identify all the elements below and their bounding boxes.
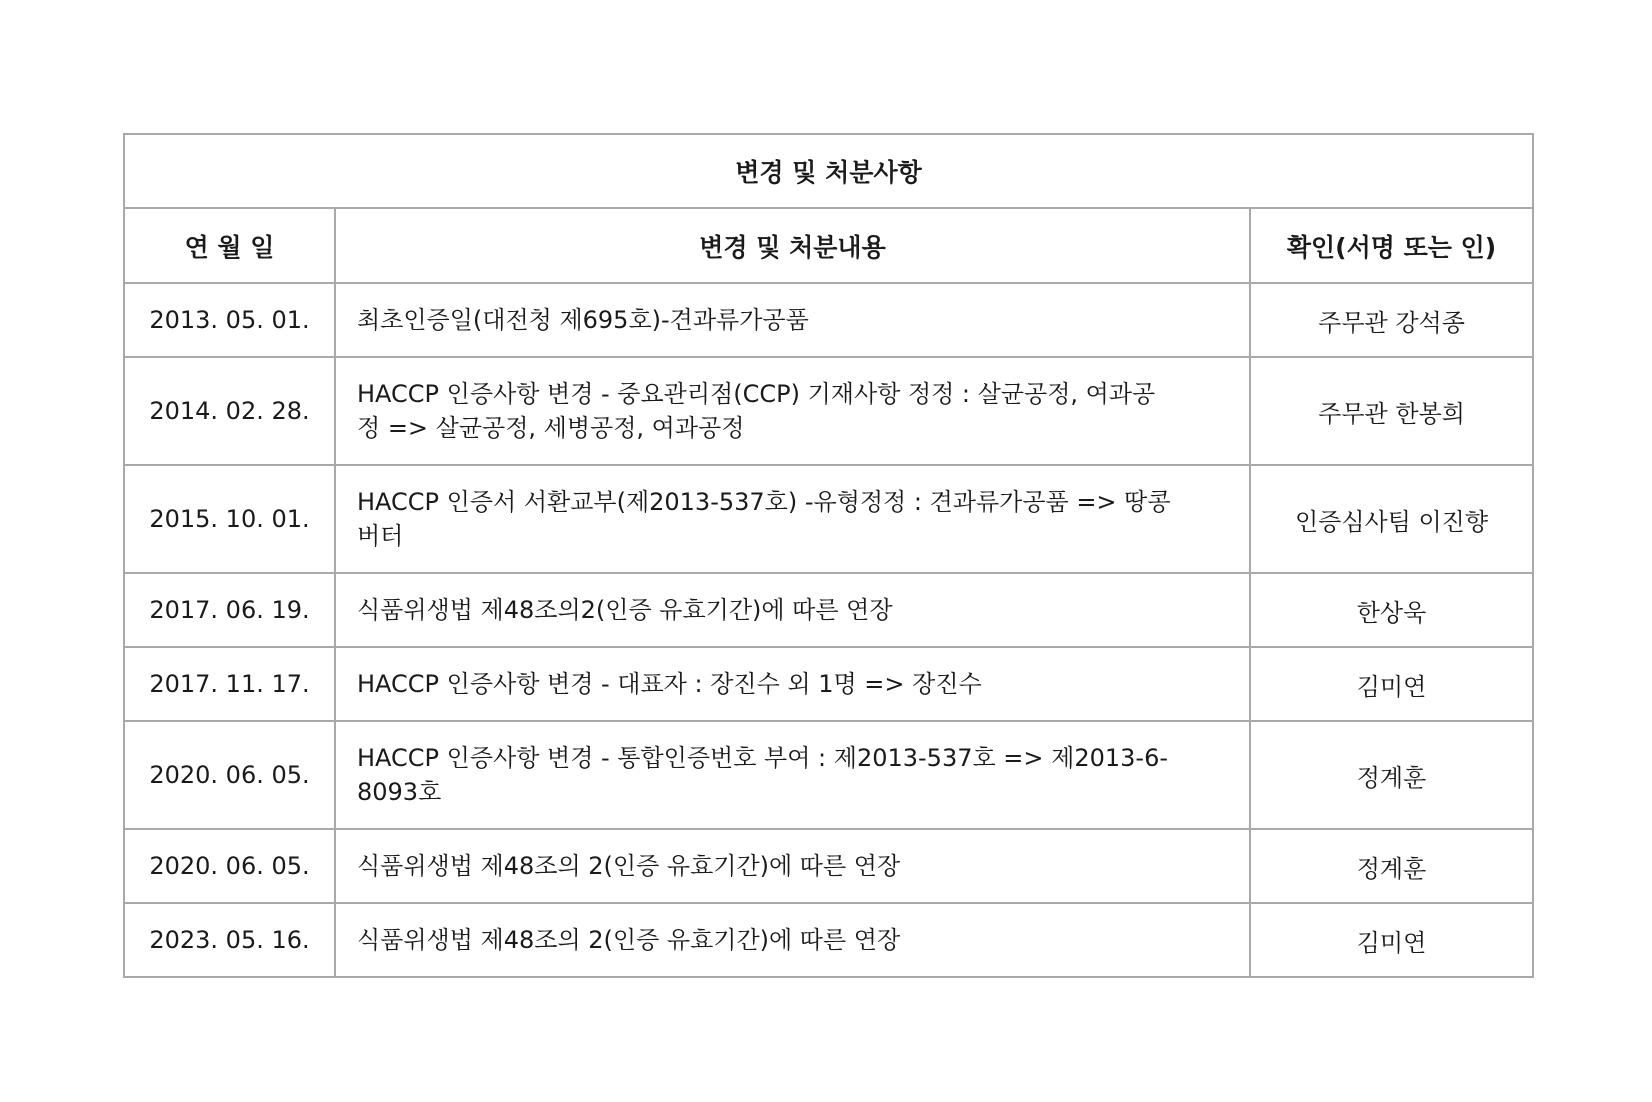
row-confirm: 한상욱 xyxy=(1250,573,1533,647)
row-content xyxy=(335,903,1250,977)
table-row xyxy=(124,283,1533,357)
row-confirm: 정계훈 xyxy=(1250,721,1533,829)
table-row xyxy=(124,647,1533,721)
row-confirm: 김미연 xyxy=(1250,903,1533,977)
row-content-line: 최초인증일(대전청 제695호)-견과류가공품 xyxy=(357,306,809,334)
row-content-line: HACCP 인증사항 변경 - 대표자 : 장진수 외 1명 => 장진수 xyxy=(357,670,982,698)
row-date: 2020. 06. 05. xyxy=(124,829,335,903)
table-title: 변경 및 처분사항 xyxy=(124,134,1533,208)
table-row xyxy=(124,903,1533,977)
row-content xyxy=(335,647,1250,721)
row-date: 2015. 10. 01. xyxy=(124,465,335,573)
table-row xyxy=(124,465,1533,573)
row-content-line: HACCP 인증서 서환교부(제2013-537호) -유형정정 : 견과류가공품 => 땅콩 xyxy=(357,488,1171,516)
table-row xyxy=(124,573,1533,647)
row-date: 2017. 06. 19. xyxy=(124,573,335,647)
row-content-line: 식품위생법 제48조의 2(인증 유효기간)에 따른 연장 xyxy=(357,852,901,880)
row-content-line: 식품위생법 제48조의2(인증 유효기간)에 따른 연장 xyxy=(357,596,893,624)
row-confirm: 인증심사팀 이진향 xyxy=(1250,465,1533,573)
header-date: 연 월 일 xyxy=(124,208,335,283)
row-content-line: HACCP 인증사항 변경 - 통합인증번호 부여 : 제2013-537호 => 제2013-6- xyxy=(357,744,1168,772)
row-content xyxy=(335,283,1250,357)
row-confirm: 주무관 강석종 xyxy=(1250,283,1533,357)
table-row xyxy=(124,721,1533,829)
row-content-line: 버터 xyxy=(357,522,404,550)
table-row xyxy=(124,829,1533,903)
row-content xyxy=(335,721,1250,829)
row-content xyxy=(335,357,1250,465)
row-confirm: 주무관 한봉희 xyxy=(1250,357,1533,465)
row-date: 2023. 05. 16. xyxy=(124,903,335,977)
row-date: 2020. 06. 05. xyxy=(124,721,335,829)
row-content-line: 식품위생법 제48조의 2(인증 유효기간)에 따른 연장 xyxy=(357,926,901,954)
row-date: 2014. 02. 28. xyxy=(124,357,335,465)
row-content xyxy=(335,573,1250,647)
row-content-line: 정 => 살균공정, 세병공정, 여과공정 xyxy=(357,414,745,442)
row-date: 2013. 05. 01. xyxy=(124,283,335,357)
row-confirm: 정계훈 xyxy=(1250,829,1533,903)
change-record-table xyxy=(123,133,1534,978)
header-confirm: 확인(서명 또는 인) xyxy=(1250,208,1533,283)
row-content xyxy=(335,465,1250,573)
row-confirm: 김미연 xyxy=(1250,647,1533,721)
header-content: 변경 및 처분내용 xyxy=(335,208,1250,283)
row-content-line: 8093호 xyxy=(357,778,442,806)
row-date: 2017. 11. 17. xyxy=(124,647,335,721)
table-row xyxy=(124,357,1533,465)
row-content-line: HACCP 인증사항 변경 - 중요관리점(CCP) 기재사항 정정 : 살균공정, 여과공 xyxy=(357,380,1156,408)
row-content xyxy=(335,829,1250,903)
